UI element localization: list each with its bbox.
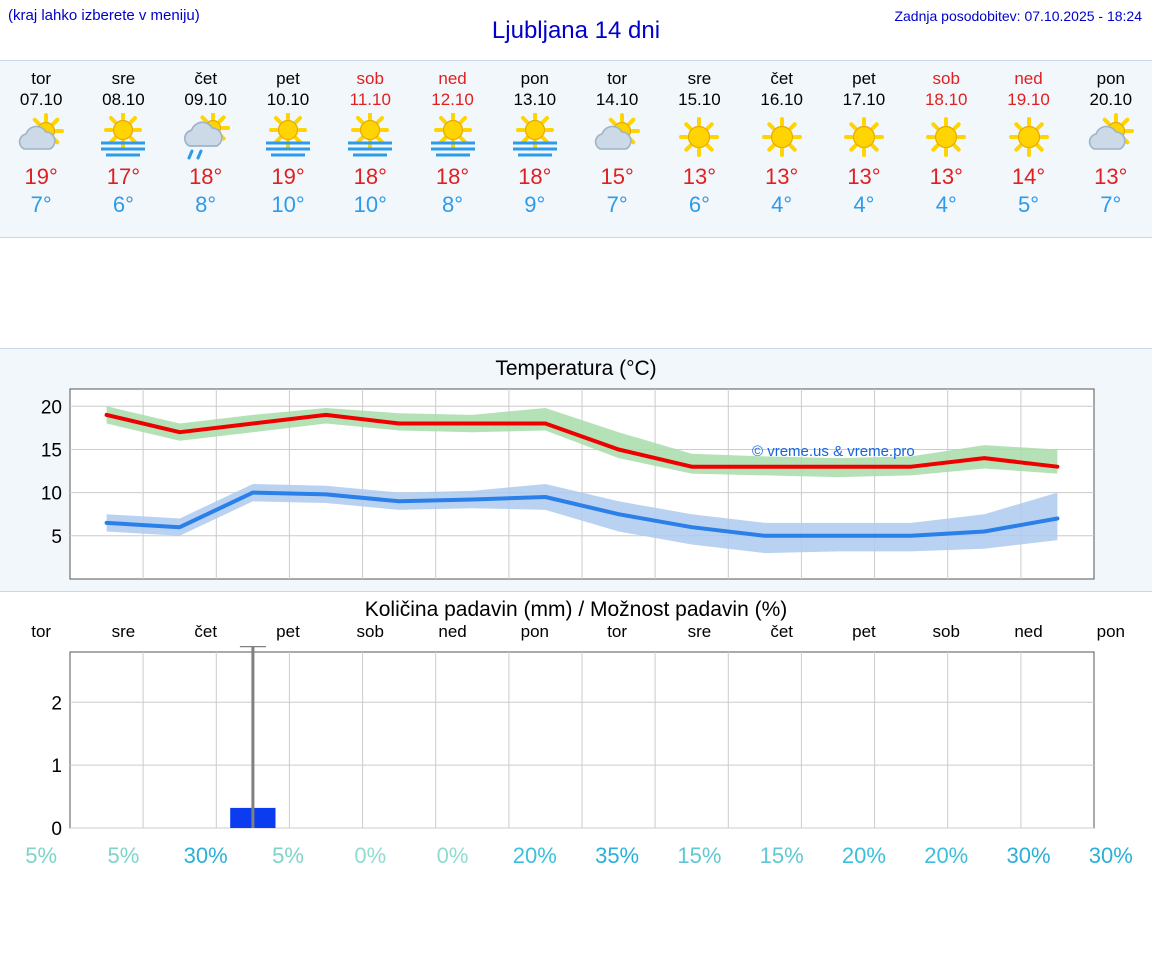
precipitation-probability-label: 30% <box>183 843 228 868</box>
min-temp-label: 8° <box>195 192 217 217</box>
forecast-day-column[interactable] <box>658 61 740 237</box>
forecast-day-column[interactable] <box>329 61 411 237</box>
temperature-chart-svg <box>0 381 1152 591</box>
spacer-band <box>0 238 1152 348</box>
sun-cloud-icon <box>10 113 72 161</box>
day-date-label: 15.10 <box>678 90 721 109</box>
precipitation-day-label: sre <box>111 622 136 641</box>
max-temp-label: 19° <box>24 164 58 189</box>
max-temp-label: 13° <box>765 164 799 189</box>
svg-text:5: 5 <box>51 526 62 548</box>
copyright-label: © vreme.us & vreme.pro <box>752 443 915 460</box>
precipitation-day-label: pon <box>520 622 550 641</box>
day-date-label: 12.10 <box>431 90 474 109</box>
forecast-day-column[interactable] <box>1070 61 1152 237</box>
min-temp-label: 7° <box>606 192 628 217</box>
day-of-week-label: sob <box>932 69 960 88</box>
forecast-day-column[interactable] <box>411 61 493 237</box>
sun-cloud-rain-icon <box>175 113 237 161</box>
page-title: Ljubljana 14 dni <box>491 17 661 44</box>
precipitation-probability-label: 20% <box>512 843 557 868</box>
forecast-day-column[interactable] <box>905 61 987 237</box>
precipitation-day-label: ned <box>438 622 467 641</box>
day-date-label: 19.10 <box>1007 90 1050 109</box>
min-temp-label: 8° <box>442 192 464 217</box>
max-temp-label: 15° <box>600 164 634 189</box>
sun-icon <box>915 113 977 161</box>
svg-text:15: 15 <box>40 440 62 462</box>
sun-cloud-wind-icon <box>92 113 154 161</box>
day-of-week-label: sre <box>111 69 136 88</box>
temperature-chart-title: Temperatura (°C) <box>495 357 657 380</box>
forecast-day-column[interactable] <box>576 61 658 237</box>
min-temp-label: 6° <box>112 192 134 217</box>
precipitation-probability-label: 15% <box>677 843 722 868</box>
precipitation-day-label: sob <box>932 622 960 641</box>
precipitation-probability-label: 15% <box>759 843 804 868</box>
precipitation-panel <box>0 592 1152 876</box>
forecast-day-column[interactable] <box>987 61 1069 237</box>
day-date-label: 08.10 <box>102 90 145 109</box>
precipitation-probability-label: 20% <box>841 843 886 868</box>
day-of-week-label: pon <box>1096 69 1125 88</box>
day-of-week-label: pon <box>520 69 550 88</box>
precipitation-day-label: pet <box>276 622 300 641</box>
svg-text:10: 10 <box>40 483 62 505</box>
day-of-week-label: pet <box>852 69 876 88</box>
precipitation-probability-label: 5% <box>272 843 304 868</box>
precipitation-day-label: pon <box>1096 622 1125 641</box>
precipitation-day-label: tor <box>607 622 628 641</box>
sun-cloud-wind-icon <box>339 113 401 161</box>
day-date-label: 16.10 <box>760 90 803 109</box>
svg-text:2: 2 <box>51 693 62 715</box>
sun-cloud-wind-icon <box>504 113 566 161</box>
svg-text:20: 20 <box>40 397 62 419</box>
min-temp-label: 4° <box>771 192 793 217</box>
day-of-week-label: sob <box>356 69 384 88</box>
page-header <box>0 0 1152 60</box>
day-of-week-label: pet <box>276 69 300 88</box>
forecast-day-column[interactable] <box>0 61 82 237</box>
precipitation-probability-label: 20% <box>924 843 969 868</box>
min-temp-label: 4° <box>853 192 875 217</box>
precipitation-day-label: čet <box>194 622 218 641</box>
temperature-panel <box>0 348 1152 592</box>
precipitation-day-labels <box>0 622 1152 646</box>
min-temp-label: 10° <box>271 192 305 217</box>
day-date-label: 09.10 <box>184 90 227 109</box>
max-temp-label: 18° <box>189 164 223 189</box>
max-temp-label: 18° <box>353 164 387 189</box>
sun-icon <box>998 113 1060 161</box>
forecast-strip <box>0 60 1152 238</box>
min-temp-label: 7° <box>30 192 52 217</box>
day-date-label: 18.10 <box>924 90 968 109</box>
sun-icon <box>668 113 730 161</box>
sun-cloud-icon <box>586 113 648 161</box>
max-temp-label: 13° <box>682 164 717 189</box>
precipitation-probability-label: 30% <box>1088 843 1133 868</box>
day-date-label: 11.10 <box>349 90 391 109</box>
day-of-week-label: tor <box>607 69 628 88</box>
min-temp-label: 10° <box>353 192 387 217</box>
precipitation-day-label: tor <box>31 622 52 641</box>
precipitation-chart-title: Količina padavin (mm) / Možnost padavin (%) <box>364 598 788 621</box>
precipitation-probability-label: 5% <box>25 843 58 868</box>
forecast-day-column[interactable] <box>82 61 164 237</box>
forecast-day-column[interactable] <box>247 61 329 237</box>
forecast-day-column[interactable] <box>823 61 905 237</box>
sun-icon <box>751 113 813 161</box>
sun-cloud-wind-icon <box>257 113 319 161</box>
max-temp-label: 13° <box>929 164 963 189</box>
forecast-day-column[interactable] <box>165 61 247 237</box>
precipitation-day-label: sre <box>687 622 712 641</box>
max-temp-label: 18° <box>518 164 552 189</box>
precipitation-probability-label: 0% <box>354 843 387 868</box>
min-temp-label: 9° <box>524 192 546 217</box>
day-of-week-label: čet <box>194 69 218 88</box>
max-temp-label: 13° <box>847 164 881 189</box>
precipitation-probability-label: 35% <box>595 843 640 868</box>
last-updated-label: Zadnja posodobitev: 07.10.2025 - 18:24 <box>894 8 1142 24</box>
max-temp-label: 14° <box>1011 164 1046 189</box>
svg-text:1: 1 <box>51 756 62 778</box>
day-date-label: 10.10 <box>266 90 310 109</box>
temperature-chart <box>0 381 1152 591</box>
precipitation-probability-label: 5% <box>107 843 140 868</box>
day-of-week-label: ned <box>438 69 467 88</box>
precipitation-probability-label: 30% <box>1006 843 1051 868</box>
day-date-label: 14.10 <box>595 90 639 109</box>
sun-cloud-wind-icon <box>422 113 484 161</box>
day-of-week-label: sre <box>687 69 712 88</box>
day-of-week-label: čet <box>770 69 794 88</box>
min-temp-label: 7° <box>1100 192 1122 217</box>
max-temp-label: 18° <box>435 164 470 189</box>
location-menu-note[interactable]: (kraj lahko izberete v meniju) <box>8 7 200 24</box>
max-temp-label: 19° <box>271 164 305 189</box>
sun-icon <box>833 113 895 161</box>
max-temp-label: 13° <box>1094 164 1128 189</box>
day-date-label: 17.10 <box>842 90 886 109</box>
precipitation-chart <box>0 646 1152 836</box>
day-of-week-label: tor <box>31 69 52 88</box>
forecast-day-column[interactable] <box>494 61 576 237</box>
day-date-label: 20.10 <box>1089 90 1133 109</box>
precipitation-chart-svg <box>0 646 1152 836</box>
forecast-day-column[interactable] <box>741 61 823 237</box>
day-of-week-label: ned <box>1014 69 1043 88</box>
precipitation-day-label: čet <box>770 622 794 641</box>
max-temp-label: 17° <box>106 164 141 189</box>
day-date-label: 13.10 <box>513 90 557 109</box>
precipitation-day-label: ned <box>1014 622 1043 641</box>
min-temp-label: 6° <box>688 192 710 217</box>
precipitation-day-label: sob <box>356 622 384 641</box>
min-temp-label: 4° <box>935 192 957 217</box>
svg-text:0: 0 <box>51 819 62 836</box>
day-date-label: 07.10 <box>19 90 63 109</box>
precipitation-probability-label: 0% <box>436 843 469 868</box>
min-temp-label: 5° <box>1017 192 1040 217</box>
precipitation-day-label: pet <box>852 622 876 641</box>
precipitation-probability-row <box>0 836 1152 876</box>
sun-cloud-icon <box>1080 113 1142 161</box>
